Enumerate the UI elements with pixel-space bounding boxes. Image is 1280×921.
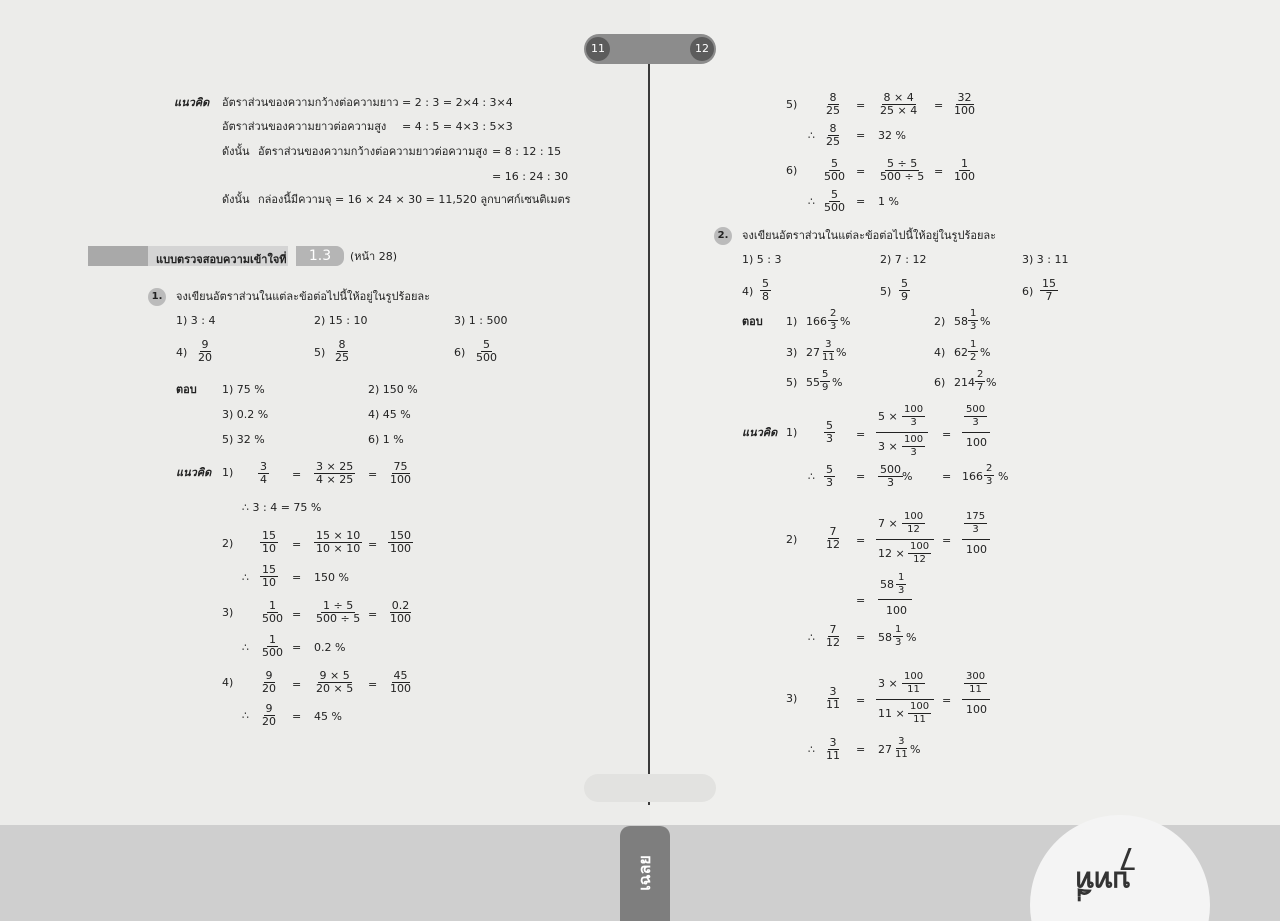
question-item: 5): [880, 285, 892, 298]
approach-text: อัตราส่วนของความกว้างต่อความยาว: [222, 96, 399, 109]
fraction: 5 3: [826, 463, 833, 489]
fraction: 8 25: [826, 91, 840, 117]
answer-whole: 214: [954, 376, 975, 389]
fraction: 3 11: [826, 685, 840, 711]
question-item: 4): [176, 346, 188, 359]
question-text: จงเขียนอัตราส่วนในแต่ละข้อต่อไปนี้ให้อยู่ในรูปร้อยละ: [742, 229, 997, 242]
equals-sign: =: [856, 165, 866, 178]
approach-text: อัตราส่วนของความกว้างต่อความยาวต่อความสูง: [258, 145, 488, 158]
solution-number: 1): [222, 466, 234, 479]
fraction: 9 × 5 20 × 5: [316, 669, 354, 695]
question-item: 1) 3 : 4: [176, 314, 216, 327]
answer: 5) 32 %: [222, 433, 265, 446]
fraction: 8 25: [335, 338, 349, 364]
result: 45 %: [314, 710, 342, 723]
question-text: จงเขียนอัตราส่วนในแต่ละข้อต่อไปนี้ให้อยู่ในรูปร้อยละ: [176, 290, 431, 303]
equals-sign: =: [856, 428, 866, 441]
fraction: 32 100: [954, 91, 975, 117]
book-spine: [648, 35, 650, 805]
percent-sign: %: [840, 315, 851, 328]
equals-sign: =: [368, 678, 378, 691]
therefore-symbol: ∴: [242, 641, 249, 654]
solution-number: 6): [786, 164, 798, 177]
therefore-line: ∴ 3 : 4 = 75 %: [242, 501, 322, 514]
fraction: 8 × 4 25 × 4: [880, 91, 918, 117]
question-item: 5): [314, 346, 326, 359]
therefore-symbol: ∴: [808, 195, 815, 208]
fraction: 3 × 25 4 × 25: [316, 460, 354, 486]
answer-whole: 166: [806, 315, 827, 328]
equals-sign: =: [942, 694, 952, 707]
answer-number: 6): [934, 376, 946, 389]
equals-sign: =: [934, 165, 944, 178]
equals-sign: =: [856, 470, 866, 483]
answer-label: ตอบ: [742, 315, 763, 328]
percent-sign: %: [980, 346, 991, 359]
fraction: 1 2: [970, 339, 977, 363]
fraction: 75 100: [390, 460, 411, 486]
fraction: 5 8: [762, 277, 769, 303]
fraction: 15 7: [1042, 277, 1056, 303]
fraction: 7 12: [826, 525, 840, 551]
therefore-symbol: ∴: [808, 743, 815, 756]
answer-label: ตอบ: [176, 383, 197, 396]
fraction: 5 500: [824, 188, 845, 214]
equals-sign: =: [856, 99, 866, 112]
right-page-number: 12: [690, 37, 714, 61]
question-item: 3) 3 : 11: [1022, 253, 1069, 266]
equals-sign: =: [292, 710, 302, 723]
result-whole: 166: [962, 470, 983, 483]
equals-sign: =: [942, 534, 952, 547]
fraction: 5 9: [901, 277, 908, 303]
equals-sign: =: [856, 195, 866, 208]
fraction: 1 500: [262, 633, 283, 659]
fraction: 1 100: [954, 157, 975, 183]
question-item: 6): [454, 346, 466, 359]
solution-label: แนวคิด: [742, 426, 778, 439]
fraction: 5 3: [826, 419, 833, 445]
question-item: 1) 5 : 3: [742, 253, 782, 266]
answer-number: 2): [934, 315, 946, 328]
answer: 3) 0.2 %: [222, 408, 269, 421]
answer-number: 3): [786, 346, 798, 359]
solution-number: 2): [222, 537, 234, 550]
solution-number: 3): [786, 692, 798, 705]
approach-equation: = 8 : 12 : 15: [492, 145, 562, 158]
result: 0.2 %: [314, 641, 346, 654]
solution-number: 2): [786, 533, 798, 546]
equals-sign: =: [942, 428, 952, 441]
answer-whole: 62: [954, 346, 968, 359]
result: 1 %: [878, 195, 899, 208]
equals-sign: =: [856, 743, 866, 756]
fraction: 0.2 100: [390, 599, 411, 625]
fraction: 9 20: [262, 669, 276, 695]
fraction: 1 3: [895, 624, 902, 648]
percent-sign: %: [998, 470, 1009, 483]
equals-sign: =: [856, 631, 866, 644]
equals-sign: =: [292, 538, 302, 551]
answer-whole: 55: [806, 376, 820, 389]
fraction: 45 100: [390, 669, 411, 695]
answer: 6) 1 %: [368, 433, 404, 446]
therefore-symbol: ∴: [808, 631, 815, 644]
fraction: 500 3: [880, 463, 901, 489]
section-number: 1.3: [296, 246, 344, 266]
left-page-number: 11: [586, 37, 610, 61]
left-page-number-tab: [584, 34, 650, 64]
fraction: 3 11: [822, 339, 835, 363]
answer-whole: 27: [806, 346, 820, 359]
fraction: 150 100: [390, 529, 411, 555]
approach-text: อัตราส่วนของความยาวต่อความสูง: [222, 120, 387, 133]
equals-sign: =: [292, 678, 302, 691]
fraction: 3 11: [826, 736, 840, 762]
thumb-index-label: เฉลย: [635, 855, 654, 891]
section-page-ref: (หน้า 28): [350, 250, 398, 263]
answer-number: 5): [786, 376, 798, 389]
result: 32 %: [878, 129, 906, 142]
fraction: 9 20: [262, 702, 276, 728]
answer: 2) 150 %: [368, 383, 418, 396]
therefore-symbol: ∴: [242, 571, 249, 584]
book-spread: 11 12 แนวคิด อัตราส่วนของความกว้างต่อความยาว = 2 : 3 = 2×4 : 3×4 อัตราส่วนของความยาวต่อความสูง = 4 : 5 = 4×3 : 5×3 ดังนั้น อัตราส่วนของความกว้างต่อความยาวต่อความสูง = 8 : 12 : 15 = 16 : 24 : 30 ดังนั้น กล่องนี้มีความจุ = 16 × 24 × 30 = 11,520 ลูกบาศก์เซนติเมตร แบบตรวจสอบความเข้าใจที่ 1.3 (หน้า 28) 1. จงเขียนอัตราส่วนในแต่ละข้อต่อไปนี้ให้อยู่ในรูปร้อยละ 1) 3 : 4 2) 15 : 10 3) 1 : 500 4) 9 20 5) 8 25 6) 5 500 ตอบ 1) 75 % 2) 150 % 3) 0.2 % 4) 45 % 5) 32 % 6) 1 % แนวคิด 1) 3 4 = 3 × 25 4 × 25 = 75 100 ∴ 3 : 4 = 75 % 2) 15 10 = 15 × 10 10 × 10 = 150 100 ∴ 15 10 = 150 % 3) 1 500 = 1 ÷ 5 500 ÷ 5 = 0.2 100 ∴ 1 500 = 0.2 % 4) 9 20 = 9 × 5 20 × 5 = 45 100 ∴ 9 20 = 45 % 5) 8 25 = 8 × 4 25 × 4 = 32 100 ∴ 8 25 = 32 % 6) 5 500 = 5 ÷ 5 500 ÷ 5 = 1 100 ∴ 5 500 = 1 % 2. จงเขียนอัตราส่วนในแต่ละข้อต่อไปนี้ให้อยู่ในรูปร้อยละ 1) 5 : 3 2) 7 : 12 3) 3 : 11 4) 5 8 5) 5 9 6) 15 7 ตอบ 1) 166 2 3 % 2) 58 1 3 % 3) 27 3 11 % 4) 62 1 2 % 5) 55 5 9 % 6) 214 2 7 % แนวคิด 1) 5 3 = 5 × 100 3 3 × 100 3 = 500 3 100 ∴ 5 3 = 500 3 % = 166 2 3 % 2) 7 12 = 7 × 100 12 12 × 100 12 = 175 3 100 = 58 1 3 100 ∴ 7 12 = 58 1 3 % 3) 3 11 = 3 × 100 11 11 × 100 11 = 300 11 100 ∴ 3 11 = 27 3 11 % เฉลย บทที่ 7: [0, 0, 1280, 921]
approach-label: แนวคิด: [174, 96, 210, 109]
fraction: 2 3: [986, 463, 993, 487]
equals-sign: =: [856, 594, 866, 607]
right-page-number-tab: [650, 34, 716, 64]
result-whole: 27: [878, 743, 892, 756]
question-item: 3) 1 : 500: [454, 314, 508, 327]
fraction: 15 10: [262, 563, 276, 589]
equals-sign: =: [368, 468, 378, 481]
fraction: 3 11: [895, 736, 908, 760]
equals-sign: =: [856, 129, 866, 142]
percent-sign: %: [910, 743, 921, 756]
solution-label: แนวคิด: [176, 466, 212, 479]
approach-prefix: ดังนั้น: [222, 193, 250, 206]
fraction: 1 3: [970, 308, 977, 332]
approach-equation: = 2 : 3 = 2×4 : 3×4: [402, 96, 513, 109]
percent-sign: %: [902, 470, 913, 483]
answer-number: 4): [934, 346, 946, 359]
question-item: 2) 7 : 12: [880, 253, 927, 266]
therefore-symbol: ∴: [242, 709, 249, 722]
question-item: 4): [742, 285, 754, 298]
chapter-label: บทที่: [1075, 865, 1131, 898]
fraction: 9 20: [198, 338, 212, 364]
solution-number: 1): [786, 426, 798, 439]
fraction: 2 3: [830, 308, 837, 332]
solution-number: 3): [222, 606, 234, 619]
equals-sign: =: [368, 608, 378, 621]
fraction: 5 500: [824, 157, 845, 183]
percent-sign: %: [980, 315, 991, 328]
bottom-decoration: [584, 774, 716, 802]
percent-sign: %: [832, 376, 843, 389]
approach-text: กล่องนี้มีความจุ = 16 × 24 × 30 = 11,520 ลูกบาศก์เซนติเมตร: [258, 193, 571, 206]
solution-number: 4): [222, 676, 234, 689]
answer: 1) 75 %: [222, 383, 265, 396]
chapter-number: 7: [1118, 840, 1138, 875]
question-item: 2) 15 : 10: [314, 314, 368, 327]
fraction: 5 ÷ 5 500 ÷ 5: [880, 157, 925, 183]
percent-sign: %: [986, 376, 997, 389]
answer: 4) 45 %: [368, 408, 411, 421]
question-number: 2.: [714, 227, 732, 245]
answer-number: 1): [786, 315, 798, 328]
question-number: 1.: [148, 288, 166, 306]
section-title: แบบตรวจสอบความเข้าใจที่: [156, 253, 287, 266]
fraction: 8 25: [826, 122, 840, 148]
fraction: 15 × 10 10 × 10: [316, 529, 361, 555]
therefore-symbol: ∴: [808, 470, 815, 483]
fraction: 2 7: [977, 369, 984, 393]
fraction: 1 500: [262, 599, 283, 625]
equals-sign: =: [292, 608, 302, 621]
percent-sign: %: [836, 346, 847, 359]
equals-sign: =: [292, 468, 302, 481]
approach-equation: = 4 : 5 = 4×3 : 5×3: [402, 120, 513, 133]
equals-sign: =: [934, 99, 944, 112]
result-whole: 58: [878, 631, 892, 644]
fraction: 15 10: [262, 529, 276, 555]
fraction: 1 ÷ 5 500 ÷ 5: [316, 599, 361, 625]
approach-equation: = 16 : 24 : 30: [492, 170, 569, 183]
result: 150 %: [314, 571, 349, 584]
equals-sign: =: [292, 641, 302, 654]
solution-number: 5): [786, 98, 798, 111]
equals-sign: =: [292, 571, 302, 584]
fraction: 3 4: [260, 460, 267, 486]
fraction: 5 500: [476, 338, 497, 364]
equals-sign: =: [856, 534, 866, 547]
percent-sign: %: [906, 631, 917, 644]
approach-prefix: ดังนั้น: [222, 145, 250, 158]
fraction: 5 9: [822, 369, 829, 393]
equals-sign: =: [942, 470, 952, 483]
question-item: 6): [1022, 285, 1034, 298]
therefore-symbol: ∴: [808, 129, 815, 142]
answer-whole: 58: [954, 315, 968, 328]
equals-sign: =: [856, 694, 866, 707]
equals-sign: =: [368, 538, 378, 551]
fraction: 7 12: [826, 623, 840, 649]
